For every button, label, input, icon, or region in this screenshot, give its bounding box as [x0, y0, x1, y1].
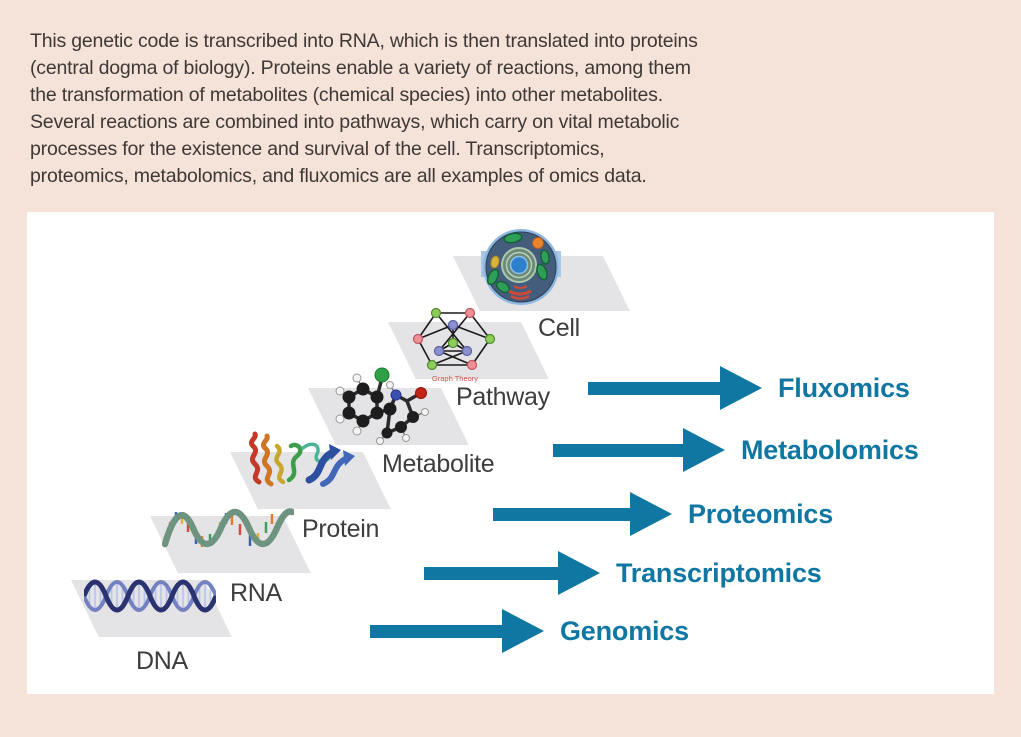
cell-icon	[481, 227, 561, 307]
arrow-shaft	[493, 508, 630, 521]
arrow-head-icon	[502, 609, 544, 653]
intro-line: (central dogma of biology). Proteins enable a variety of reactions, among them	[30, 57, 691, 79]
omics-row-fluxomics	[588, 366, 910, 410]
intro-line: the transformation of metabolites (chemical species) into other metabolites.	[30, 84, 663, 106]
arrow-shaft	[588, 382, 720, 395]
arrow-head-icon	[720, 366, 762, 410]
step-label-metabolite: Metabolite	[382, 450, 495, 478]
pathway-graph-icon	[412, 303, 498, 389]
arrow-head-icon	[630, 492, 672, 536]
step-label-rna: RNA	[230, 579, 282, 607]
step-label-pathway: Pathway	[456, 383, 550, 411]
intro-line: processes for the existence and survival of the cell. Transcriptomics,	[30, 138, 605, 160]
step-label-protein: Protein	[302, 515, 380, 543]
dna-icon	[84, 576, 216, 616]
intro-text	[30, 28, 698, 190]
omics-row-genomics	[370, 609, 689, 653]
arrow-head-icon	[683, 428, 725, 472]
arrow-shaft	[424, 567, 558, 580]
step-label-cell: Cell	[538, 314, 580, 342]
omics-label-proteomics: Proteomics	[688, 498, 834, 529]
omics-label-fluxomics: Fluxomics	[778, 372, 910, 403]
omics-label-genomics: Genomics	[560, 615, 689, 646]
graph-theory-caption: Graph Theory	[431, 374, 479, 383]
omics-row-proteomics	[493, 492, 833, 536]
omics-row-transcriptomics	[424, 551, 822, 595]
arrow-head-icon	[558, 551, 600, 595]
omics-label-metabolomics: Metabolomics	[741, 434, 919, 465]
intro-line: Several reactions are combined into pathways, which carry on vital metabolic	[30, 111, 680, 133]
intro-line: This genetic code is transcribed into RNA, which is then translated into proteins	[30, 30, 698, 52]
arrow-shaft	[553, 444, 683, 457]
omics-label-transcriptomics: Transcriptomics	[616, 557, 822, 588]
rna-icon	[162, 502, 294, 554]
step-label-dna: DNA	[136, 647, 188, 675]
intro-line: proteomics, metabolomics, and fluxomics are all examples of omics data.	[30, 165, 647, 187]
omics-row-metabolomics	[553, 428, 919, 472]
arrow-shaft	[370, 625, 502, 638]
